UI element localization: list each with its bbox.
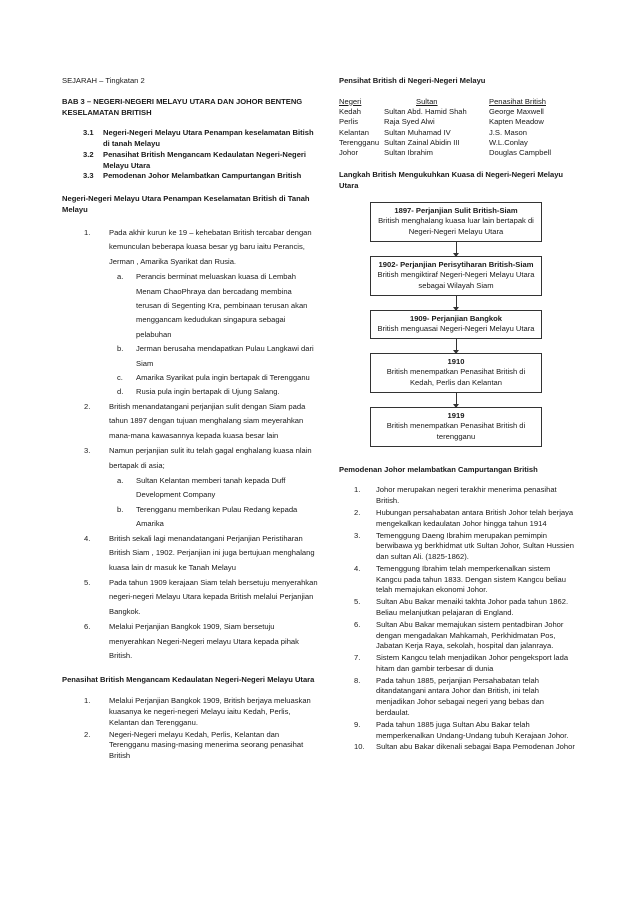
table-cell: Sultan Muhamad IV: [384, 127, 451, 137]
list-item: [354, 653, 577, 675]
list-number: 5.: [354, 597, 361, 607]
flow-box: [370, 202, 542, 242]
table-cell: Sultan Ibrahim: [384, 148, 433, 158]
flow-box-text: British menempatkan Penasihat British di Kedah, Perlis dan Kelantan: [386, 367, 526, 388]
sub-item: [109, 342, 318, 371]
down-arrow-icon: [456, 242, 457, 256]
list-text: Johor merupakan negeri terakhir menerima penasihat British.: [376, 485, 557, 506]
table-cell: Kedah: [339, 107, 361, 117]
table-row: [339, 138, 577, 148]
list-number: 3.: [84, 446, 91, 456]
section1-list: [84, 226, 318, 664]
list-text: Temenggung Ibrahim telah memperkenalkan sistem Kangcu pada tahun 1833. Dengan sistem Kangcu beliau telah memajukan ekonomi Johor.: [376, 563, 566, 595]
list-text: Pada tahun 1885, perjanjian Persahabatan telah ditandatangani antara Johor dan British, ini telah menjadikan Johor sebagai negeri yang bebas dan berdaulat.: [376, 675, 545, 717]
list-item: [84, 730, 318, 762]
list-item: [84, 532, 318, 575]
list-item: [84, 576, 318, 619]
list-item: [354, 720, 577, 742]
table-cell: Kelantan: [339, 127, 369, 137]
list-number: 8.: [354, 675, 361, 685]
table-cell: W.L.Conlay: [489, 137, 528, 147]
toc-number: 3.2: [83, 149, 94, 159]
list-item: [354, 742, 577, 753]
sub-list: [109, 270, 318, 400]
table-row: [339, 117, 577, 127]
table-header-row: [339, 97, 577, 107]
list-item: [354, 485, 577, 507]
list-text: Sistem Kangcu telah menjadikan Johor pengeksport lada hitam dan gambir terbesar di dunia: [376, 653, 569, 673]
toc-number: 3.1: [83, 128, 94, 138]
list-text: Negeri-Negeri melayu Kedah, Perlis, Kelantan dan Terengganu masing-masing menerima seorang penasihat British: [109, 729, 304, 761]
johor-title: Pemodenan Johor melambatkan Campurtangan British: [339, 464, 538, 474]
list-text: Sultan Abu Bakar menaiki takhta Johor pada tahun 1862. Beliau melanjutkan pelajaran di England.: [376, 597, 569, 617]
list-text: Melalui Perjanjian Bangkok 1909, Siam bersetuju menyerahkan Negeri-Negeri melayu Utara kepada pihak British.: [109, 622, 299, 661]
sub-number: a.: [117, 475, 124, 485]
table-cell: Johor: [339, 148, 358, 158]
left-column: [62, 76, 318, 763]
sub-list: [109, 474, 318, 532]
sub-text: Perancis berminat meluaskan kuasa di Lembah Menam ChaoPhraya dan bercadang membina terusan di Segenting Kra, pembinaan terusan akan menggancam kedudukan singapura sebagai pelabuhan: [136, 272, 308, 339]
flow-box-text: British mengiktiraf Negeri-Negeri Melayu Utara sebagai Wilayah Siam: [377, 270, 535, 290]
sub-number: d.: [117, 387, 124, 397]
list-number: 6.: [354, 619, 361, 629]
list-item: [354, 531, 577, 563]
list-number: 10.: [354, 742, 365, 752]
table-cell: George Maxwell: [489, 107, 544, 117]
table-row: [339, 148, 577, 158]
table-cell: Perlis: [339, 117, 358, 127]
list-item: [84, 226, 318, 269]
advisers-table: [339, 97, 577, 159]
sub-number: b.: [117, 344, 124, 354]
list-number: 5.: [84, 577, 91, 587]
table-row: [339, 128, 577, 138]
johor-list: [354, 485, 577, 753]
list-item: [84, 400, 318, 443]
list-number: 1.: [354, 485, 361, 495]
flow-box-title: 1902- Perjanjian Perisytiharan British-Siam: [378, 259, 534, 269]
toc-text: Penasihat British Mengancam Kedaulatan Negeri-Negeri Melayu Utara: [103, 149, 306, 170]
list-item: [84, 696, 318, 728]
list-number: 7.: [354, 653, 361, 663]
sub-item: [109, 385, 318, 399]
list-text: Sultan abu Bakar dikenali sebagai Bapa Pemodenan Johor: [376, 742, 575, 752]
down-arrow-icon: [456, 393, 457, 407]
sub-item: [109, 503, 318, 532]
section-title: Negeri-Negeri Melayu Utara Penampan Keselamatan British di Tanah Melayu: [62, 194, 310, 215]
flow-box-text: British menghalang kuasa luar lain bertapak di Negeri-Negeri Melayu Utara: [378, 216, 534, 237]
sub-item: [109, 371, 318, 385]
toc-text: Negeri-Negeri Melayu Utara Penampan keselamatan Bitish di tanah Melayu: [103, 128, 314, 149]
sub-text: Sultan Kelantan memberi tanah kepada Duff Development Company: [136, 475, 286, 500]
table-cell: Kapten Meadow: [489, 117, 544, 127]
flow-box-title: 1910: [447, 356, 465, 366]
toc-number: 3.3: [83, 171, 94, 181]
sub-number: a.: [117, 272, 124, 282]
list-text: British sekali lagi menandatangani Perjanjian Peristiharan British Siam , 1902. Perjanjian ini juga bertujuan menghalang kuasa lain dr masuk ke Tanah Melayu: [109, 533, 315, 572]
toc-item: [83, 128, 318, 150]
list-number: 2.: [354, 507, 361, 517]
list-item: [354, 597, 577, 619]
list-number: 6.: [84, 622, 91, 632]
list-text: Melalui Perjanjian Bangkok 1909, British berjaya meluaskan kuasanya ke negeri-negeri Melayu iaitu Kedah, Perlis, Kelantan dan Terengganu.: [109, 696, 311, 727]
toc-item: [83, 150, 318, 172]
table-cell: Sultan Zainal Abidin III: [384, 137, 460, 147]
toc-text: Pemodenan Johor Melambatkan Campurtangan British: [103, 171, 302, 181]
list-item: [84, 444, 318, 473]
table-of-contents: [83, 128, 318, 182]
list-text: Sultan Abu Bakar memajukan sistem pentadbiran Johor dengan mengadakan Mahkamah, Perkhidmatan Pos, Jabatan Kerja Raya, sekolah, hospital dan jalanraya.: [376, 619, 564, 651]
down-arrow-icon: [456, 339, 457, 353]
flow-box-title: 1909- Perjanjian Bangkok: [409, 313, 502, 323]
toc-item: [83, 171, 318, 182]
list-text: Pada tahun 1909 kerajaan Siam telah bersetuju menyerahkan negeri-negeri Melayu Utara kepada British melalui Perjanjian Bangkok.: [109, 577, 318, 616]
list-text: Hubungan persahabatan antara British Johor telah berjaya mengekalkan kedaulatan Johor hingga tahun 1914: [376, 507, 574, 528]
list-number: 1.: [84, 227, 91, 237]
list-text: Temenggung Daeng Ibrahim merupakan pemimpin berwibawa yg berkhidmat utk Sultan Johor, Sultan Hussien dan sultan Ali. (1825-1862).: [376, 530, 574, 562]
list-number: 2.: [84, 729, 91, 739]
section-title: Penasihat British Mengancam Kedaulatan Negeri-Negeri Melayu Utara: [62, 675, 315, 685]
chapter-title: BAB 3 – NEGERI-NEGERI MELAYU UTARA DAN JOHOR BENTENG KESELAMATAN BRITISH: [62, 96, 303, 117]
sub-text: Jerman berusaha mendapatkan Pulau Langkawi dari Siam: [136, 344, 314, 368]
flow-box: [370, 310, 542, 339]
sub-text: Rusia pula ingin bertapak di Ujung Salang.: [136, 387, 280, 397]
steps-flowchart: [370, 202, 542, 447]
table-cell: Sultan Abd. Hamid Shah: [384, 107, 467, 117]
section2-list: [84, 696, 318, 762]
flow-box-title: 1897- Perjanjian Sulit British-Siam: [394, 205, 518, 215]
sub-item: [109, 474, 318, 503]
list-number: 4.: [84, 533, 91, 543]
flow-box-title: 1919: [447, 410, 465, 420]
table-header: Negeri: [339, 96, 362, 106]
sub-number: c.: [117, 373, 123, 383]
list-item: [354, 564, 577, 596]
sub-text: Amarika Syarikat pula ingin bertapak di Terengganu: [136, 373, 310, 383]
table-header: Sultan: [416, 96, 438, 106]
list-number: 2.: [84, 401, 91, 411]
list-item: [354, 676, 577, 719]
sub-text: Terengganu memberikan Pulau Redang kepada Amarika: [136, 504, 298, 529]
down-arrow-icon: [456, 296, 457, 310]
table-cell: Terengganu: [339, 137, 380, 147]
table-header: Penasihat British: [489, 96, 546, 106]
flow-box-text: British menempatkan Penasihat British di terengganu: [386, 421, 526, 441]
list-number: 9.: [354, 719, 361, 729]
table-row: [339, 107, 577, 117]
list-item: [354, 620, 577, 652]
list-text: Namun perjanjian sulit itu telah gagal enghalang kuasa nlain bertapak di asia;: [109, 446, 312, 470]
list-text: British menandatangani perjanjian sulit dengan Siam pada tahun 1897 dengan tujuan menghalang siam meyerahkan mana-mana kawasannya kepada kuasa besar lain: [109, 401, 306, 440]
list-text: Pada akhir kurun ke 19 – kehebatan British tercabar dengan kemunculan beberapa kuasa besar yg baru iaitu Perancis, Jerman , Amarika Syarikat dan Rusia.: [109, 227, 312, 266]
sub-item: [109, 270, 318, 342]
table-cell: Raja Syed Alwi: [384, 117, 435, 127]
list-number: 4.: [354, 563, 361, 573]
advisers-title: Pensihat British di Negeri-Negeri Melayu: [339, 76, 486, 85]
list-text: Pada tahun 1885 juga Sultan Abu Bakar telah memperkenalkan Undang-Undang tubuh Kerajaan Johor.: [376, 719, 569, 740]
list-item: [354, 508, 577, 530]
list-item: [84, 620, 318, 663]
flow-box: [370, 353, 542, 393]
right-column: [339, 76, 577, 754]
sub-number: b.: [117, 504, 124, 514]
list-number: 3.: [354, 530, 361, 540]
flow-box-text: British menguasai Negeri-Negeri Melayu Utara: [377, 324, 535, 334]
steps-title: Langkah British Mengukuhkan Kuasa di Negeri-Negeri Melayu Utara: [339, 170, 564, 191]
flow-box: [370, 407, 542, 447]
flow-box: [370, 256, 542, 296]
table-cell: J.S. Mason: [489, 127, 527, 137]
list-number: 1.: [84, 696, 91, 706]
table-cell: Douglas Campbell: [489, 148, 552, 158]
page-header: SEJARAH – Tingkatan 2: [62, 76, 145, 85]
